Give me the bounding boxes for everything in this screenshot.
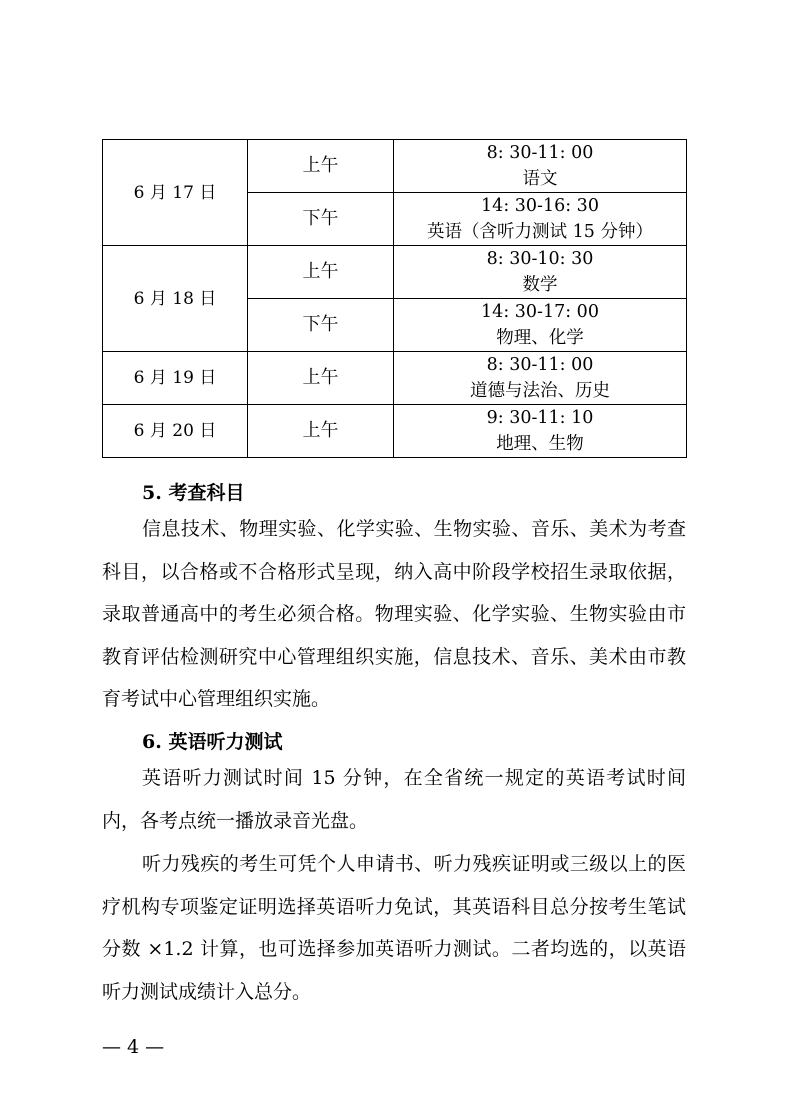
exam-subject: 数学 bbox=[522, 275, 558, 295]
exam-time: 14: 30-16: 30 bbox=[481, 196, 599, 216]
exam-time: 8: 30-11: 00 bbox=[486, 143, 594, 163]
exam-cell bbox=[394, 352, 687, 405]
table-row bbox=[103, 405, 687, 458]
exam-time: 14: 30-17: 00 bbox=[481, 302, 599, 322]
period-cell: 下午 bbox=[248, 299, 394, 352]
exam-subject: 英语（含听力测试 15 分钟） bbox=[427, 222, 653, 242]
exam-schedule-table bbox=[102, 139, 687, 458]
section-6-paragraph-1: 英语听力测试时间 15 分钟，在全省统一规定的英语考试时间内，各考点统一播放录音光盘。 bbox=[102, 767, 686, 832]
exam-subject: 物理、化学 bbox=[496, 328, 584, 348]
period-cell: 上午 bbox=[248, 246, 394, 299]
period-cell: 上午 bbox=[248, 140, 394, 193]
exam-time: 8: 30-11: 00 bbox=[486, 355, 594, 375]
period-cell: 上午 bbox=[248, 405, 394, 458]
exam-time: 8: 30-10: 30 bbox=[486, 249, 594, 269]
exam-cell bbox=[394, 193, 687, 246]
exam-subject: 语文 bbox=[522, 169, 558, 189]
exam-cell bbox=[394, 140, 687, 193]
date-cell: 6 月 19 日 bbox=[103, 352, 248, 405]
table-row bbox=[103, 246, 687, 299]
table-row bbox=[103, 352, 687, 405]
table-row bbox=[103, 140, 687, 193]
date-cell: 6 月 20 日 bbox=[103, 405, 248, 458]
section-5-paragraph: 信息技术、物理实验、化学实验、生物实验、音乐、美术为考查科目，以合格或不合格形式呈现，纳入高中阶段学校招生录取依据，录取普通高中的考生必须合格。物理实验、化学实验、生物实验由市教育评估检测研究中心管理组织实施，信息技术、音乐、美术由市教育考试中心管理组织实施。 bbox=[102, 518, 686, 710]
date-cell: 6 月 17 日 bbox=[103, 140, 248, 246]
exam-cell bbox=[394, 405, 687, 458]
section-6-paragraph-2: 听力残疾的考生可凭个人申请书、听力残疾证明或三级以上的医疗机构专项鉴定证明选择英语听力免试，其英语科目总分按考生笔试分数 ×1.2 计算，也可选择参加英语听力测试。二者均选的，以英语听力测试成绩计入总分。 bbox=[102, 853, 686, 1003]
section-6-heading: 6. 英语听力测试 bbox=[142, 731, 283, 753]
page-number: — 4 — bbox=[102, 1036, 165, 1058]
exam-time: 9: 30-11: 10 bbox=[486, 408, 594, 428]
date-cell: 6 月 18 日 bbox=[103, 246, 248, 352]
exam-subject: 地理、生物 bbox=[496, 434, 584, 454]
period-cell: 上午 bbox=[248, 352, 394, 405]
period-cell: 下午 bbox=[248, 193, 394, 246]
exam-cell bbox=[394, 299, 687, 352]
exam-subject: 道德与法治、历史 bbox=[470, 381, 610, 401]
section-5-heading: 5. 考查科目 bbox=[142, 482, 245, 504]
exam-cell bbox=[394, 246, 687, 299]
